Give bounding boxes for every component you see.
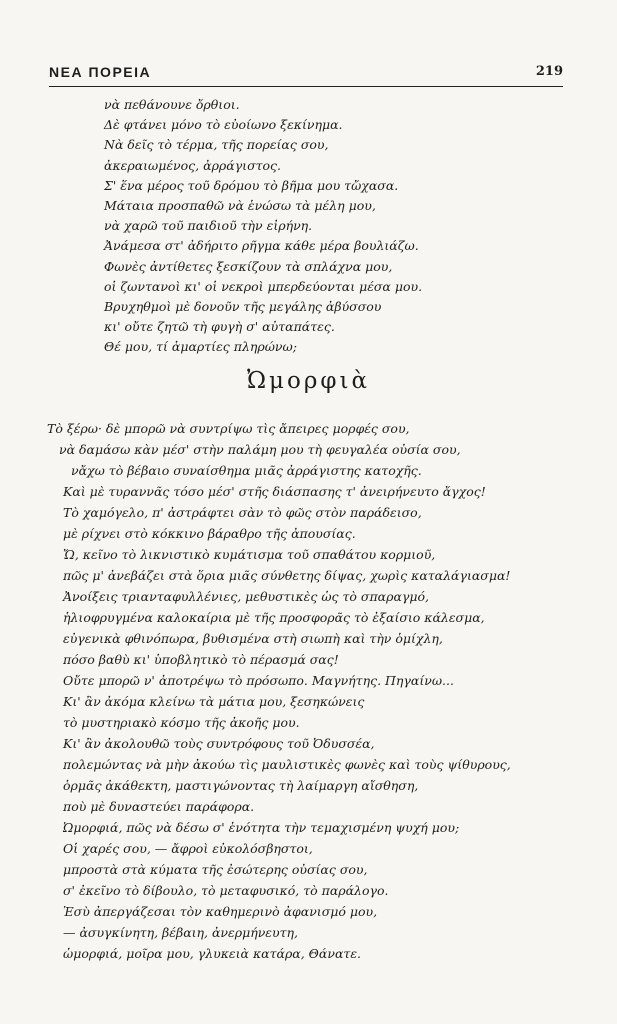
- poem-line: Θέ μου, τί ἁμαρτίες πληρώνω;: [104, 339, 297, 355]
- poem-line: τὸ μυστηριακὸ κόσμο τῆς ἀκοῆς μου.: [63, 715, 300, 730]
- poem-line: Κι' ἂν ἀκόμα κλείνω τὰ μάτια μου, ξεσηκώνεις: [63, 694, 365, 709]
- poem-line: Τὸ χαμόγελο, π' ἀστράφτει σὰν τὸ φῶς στὸν παράδεισο,: [63, 505, 422, 520]
- poem-line: Σ' ἕνα μέρος τοῦ δρόμου τὸ βῆμα μου τὤχασα.: [104, 177, 399, 193]
- poem-line: πολεμώντας νὰ μὴν ἀκούω τὶς μαυλιστικὲς φωνὲς καὶ τοὺς ψίθυρους,: [63, 757, 511, 772]
- page-number: 219: [535, 64, 563, 79]
- poem-line: ὁρμᾶς ἀκάθεκτη, μαστιγώνοντας τὴ λαίμαργη αἴσθηση,: [63, 778, 419, 793]
- header-rule: [49, 86, 563, 87]
- poem-line: νἄχω τὸ βέβαιο συναίσθημα μιᾶς ἀρράγιστης κατοχῆς.: [71, 463, 422, 478]
- poem-line: Νὰ δεῖς τὸ τέρμα, τῆς πορείας σου,: [104, 137, 329, 153]
- poem-line: οἱ ζωντανοὶ κι' οἱ νεκροὶ μπερδεύονται μέσα μου.: [104, 278, 423, 294]
- poem-line: Ὠμορφιά, πῶς νὰ δέσω σ' ἑνότητα τὴν τεμαχισμένη ψυχή μου;: [63, 820, 460, 835]
- poem-line: σ' ἐκεῖνο τὸ δίβουλο, τὸ μεταφυσικό, τὸ παράλογο.: [63, 883, 389, 898]
- poem-line: νὰ χαρῶ τοῦ παιδιοῦ τὴν εἰρήνη.: [104, 218, 313, 234]
- poem-line: πόσο βαθὺ κι' ὑποβλητικὸ τὸ πέρασμά σας!: [63, 652, 339, 667]
- poem-line: μπροστὰ στὰ κύματα τῆς ἐσώτερης οὐσίας σου,: [63, 862, 368, 877]
- poem-line: ἡλιοφρυγμένα καλοκαίρια μὲ τῆς προσφορᾶς τὸ ἐξαίσιο κάλεσμα,: [63, 610, 485, 625]
- poem-title: Ὠμορφιὰ: [246, 368, 371, 394]
- poem-line: Ἐσὺ ἀπεργάζεσαι τὸν καθημερινὸ ἀφανισμό μου,: [63, 904, 378, 919]
- poem-line: ἀκεραιωμένος, ἀρράγιστος.: [104, 157, 282, 173]
- poem-line: εὐγενικὰ φθινόπωρα, βυθισμένα στὴ σιωπὴ καὶ τὴν ὁμίχλη,: [63, 631, 443, 646]
- poem-line: ποὺ μὲ δυναστεύει παράφορα.: [63, 799, 255, 814]
- poem-line: Μάταια προσπαθῶ νὰ ἑνώσω τὰ μέλη μου,: [104, 198, 376, 214]
- poem-line: Ἀνοίξεις τριανταφυλλένιες, μεθυστικὲς ὡς τὸ σπαραγμό,: [63, 589, 429, 604]
- poem-line: Βρυχηθμοὶ μὲ δονοῦν τῆς μεγάλης ἀβύσσου: [104, 299, 382, 315]
- poem-line: Φωνὲς ἀντίθετες ξεσκίζουν τὰ σπλάχνα μου,: [104, 258, 393, 274]
- poem-line: μὲ ρίχνει στὸ κόκκινο βάραθρο τῆς ἀπουσίας.: [63, 526, 356, 541]
- poem-body: [47, 418, 511, 964]
- journal-title: ΝΕΑ ΠΟΡΕΙΑ: [49, 64, 152, 80]
- poem-line: πῶς μ' ἀνεβάζει στὰ ὅρια μιᾶς σύνθετης δίψας, χωρὶς καταλάγιασμα!: [63, 568, 511, 583]
- poem-line: Τὸ ξέρω· δὲ μπορῶ νὰ συντρίψω τὶς ἄπειρες μορφές σου,: [47, 421, 410, 436]
- poem-line: Καὶ μὲ τυραννᾶς τόσο μέσ' στῆς διάσπασης τ' ἀνειρήνευτο ἄγχος!: [63, 484, 486, 499]
- poem-line: Κι' ἂν ἀκολουθῶ τοὺς συντρόφους τοῦ Ὀδυσσέα,: [63, 736, 375, 751]
- poem-line: Οὔτε μπορῶ ν' ἀποτρέψω τὸ πρόσωπο. Μαγνήτης. Πηγαίνω...: [63, 673, 454, 688]
- poem-line: Δὲ φτάνει μόνο τὸ εὐοίωνο ξεκίνημα.: [104, 117, 343, 133]
- poem-line: κι' οὔτε ζητῶ τὴ φυγὴ σ' αὐταπάτες.: [104, 319, 335, 335]
- running-head: [49, 64, 563, 86]
- poem-line: Οἱ χαρές σου, — ἄφροὶ εὐκολόσβηστοι,: [63, 841, 313, 856]
- poem-line: Ὤ, κεῖνο τὸ λικνιστικὸ κυμάτισμα τοῦ σπαθάτου κορμιοῦ,: [63, 547, 436, 562]
- previous-poem-ending: [104, 95, 422, 358]
- poem-line: Ἀνάμεσα στ' ἀδήριτο ρῆγμα κάθε μέρα βουλιάζω.: [104, 238, 419, 254]
- poem-line: — ἀσυγκίνητη, βέβαιη, ἀνερμήνευτη,: [63, 925, 298, 940]
- poem-line: νὰ πεθάνουνε ὄρθιοι.: [104, 97, 240, 112]
- poem-line: νὰ δαμάσω κὰν μέσ' στὴν παλάμη μου τὴ φευγαλέα οὐσία σου,: [59, 442, 461, 457]
- poem-line: ὡμορφιά, μοῖρα μου, γλυκειὰ κατάρα, Θάνατε.: [63, 946, 362, 961]
